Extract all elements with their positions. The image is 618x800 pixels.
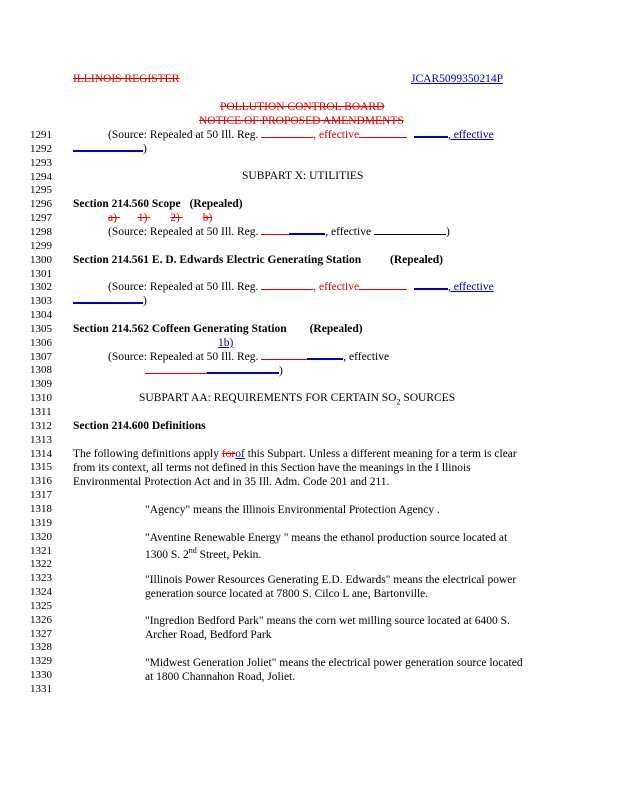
definitions-intro-line3: Environmental Protection Act and in 35 Ill. Adm. Code 201 and 211. bbox=[73, 476, 390, 488]
line-number: 1292 bbox=[30, 142, 52, 155]
section-560-items: a) 1) 2) b) bbox=[108, 212, 213, 224]
line-number: 1308 bbox=[30, 364, 52, 377]
definition-joliet-line2: at 1800 Channahon Road, Joliet. bbox=[145, 671, 296, 683]
line-number: 1321 bbox=[30, 544, 52, 557]
line-number: 1320 bbox=[30, 530, 52, 543]
line-number: 1304 bbox=[30, 309, 52, 322]
source-close-1303: ) bbox=[73, 295, 147, 307]
line-number: 1319 bbox=[30, 516, 52, 529]
line-number: 1293 bbox=[30, 156, 52, 169]
line-number: 1311 bbox=[30, 406, 52, 418]
line-number: 1307 bbox=[30, 350, 52, 363]
register-header: ILLINOIS REGISTER bbox=[73, 73, 180, 85]
line-number: 1291 bbox=[30, 129, 52, 141]
definitions-intro-line1: The following definitions apply forof this Subpart. Unless a different meaning for a term is clear bbox=[73, 448, 517, 460]
line-number: 1317 bbox=[30, 489, 52, 502]
line-number: 1302 bbox=[30, 281, 52, 294]
source-note-1307: (Source: Repealed at 50 Ill. Reg. , effective bbox=[108, 351, 390, 363]
line-number: 1294 bbox=[30, 170, 52, 183]
deleted-word: for bbox=[221, 448, 236, 460]
line-number: 1316 bbox=[30, 475, 52, 488]
section-561-title: Section 214.561 E. D. Edwards Electric Generating Station (Repealed) bbox=[73, 254, 444, 266]
source-note-1302: (Source: Repealed at 50 Ill. Reg. , effective , effective bbox=[108, 281, 494, 293]
section-560-title: Section 214.560 Scope (Repealed) bbox=[73, 198, 243, 210]
line-number: 1324 bbox=[30, 586, 52, 599]
line-number: 1305 bbox=[30, 322, 52, 335]
line-number: 1295 bbox=[30, 184, 52, 197]
section-600-title: Section 214.600 Definitions bbox=[73, 420, 206, 432]
line-number: 1327 bbox=[30, 627, 52, 640]
line-number: 1297 bbox=[30, 212, 52, 225]
inserted-word: of bbox=[235, 448, 245, 460]
line-number: 1312 bbox=[30, 419, 52, 432]
line-number: 1325 bbox=[30, 599, 52, 612]
line-number: 1323 bbox=[30, 572, 52, 585]
line-number: 1300 bbox=[30, 253, 52, 266]
line-number: 1306 bbox=[30, 336, 52, 349]
section-562-inserted: 1b) bbox=[218, 337, 234, 349]
definition-edwards-line1: "Illinois Power Resources Generating E.D. Edwards" means the electrical power bbox=[145, 574, 517, 586]
jcar-code: JCAR5099350214P bbox=[411, 73, 504, 85]
source-note-1291 bbox=[108, 129, 494, 141]
line-number: 1328 bbox=[30, 641, 52, 654]
source-close-1292: ) bbox=[73, 143, 147, 155]
line-number: 1329 bbox=[30, 655, 52, 668]
definition-aventine-line1: "Aventine Renewable Energy " means the ethanol production source located at bbox=[145, 532, 508, 544]
definition-ingredion-line1: "Ingredion Bedford Park" means the corn wet milling source located at 6400 S. bbox=[145, 615, 510, 627]
line-number: 1301 bbox=[30, 267, 52, 280]
line-number: 1303 bbox=[30, 295, 52, 308]
line-number: 1326 bbox=[30, 613, 52, 626]
section-562-title: Section 214.562 Coffeen Generating Station (Repealed) bbox=[73, 323, 363, 335]
definition-ingredion-line2: Archer Road, Bedford Park bbox=[145, 629, 272, 641]
source-close-1308: ) bbox=[145, 365, 283, 377]
line-number: 1315 bbox=[30, 461, 52, 474]
line-number: 1318 bbox=[30, 502, 52, 515]
notice-title: NOTICE OF PROPOSED AMENDMENTS bbox=[199, 115, 404, 127]
source-text: (Source: Repealed at 50 Ill. Reg. bbox=[108, 129, 259, 141]
effective-blue: , effective bbox=[447, 129, 494, 141]
definitions-intro-line2: from its context, all terms not defined in this Section have the meanings in the I llinois bbox=[73, 462, 471, 474]
effective-red: , effective bbox=[313, 129, 360, 141]
definition-agency: "Agency" means the Illinois Environmental Protection Agency . bbox=[145, 504, 440, 516]
line-number: 1310 bbox=[30, 392, 52, 405]
line-number: 1331 bbox=[30, 683, 52, 695]
definition-aventine-line2: 1300 S. 2nd Street, Pekin. bbox=[145, 546, 262, 561]
line-number: 1313 bbox=[30, 433, 52, 446]
line-number: 1296 bbox=[30, 198, 52, 211]
subpart-x-heading: SUBPART X: UTILITIES bbox=[242, 170, 364, 182]
line-number: 1298 bbox=[30, 225, 52, 238]
line-number: 1309 bbox=[30, 378, 52, 391]
line-number: 1314 bbox=[30, 447, 52, 460]
definition-joliet-line1: "Midwest Generation Joliet" means the electrical power generation source located bbox=[145, 657, 523, 669]
board-name: POLLUTION CONTROL BOARD bbox=[220, 101, 385, 113]
subpart-aa-heading: SUBPART AA: REQUIREMENTS FOR CERTAIN $SO_2$ SOURCES bbox=[139, 392, 456, 407]
line-number: 1322 bbox=[30, 558, 52, 571]
line-number: 1330 bbox=[30, 669, 52, 682]
line-number: 1299 bbox=[30, 239, 52, 252]
source-note-1298: (Source: Repealed at 50 Ill. Reg. , effective ) bbox=[108, 226, 450, 238]
definition-edwards-line2: generation source located at 7800 S. Cilco L ane, Bartonville. bbox=[145, 588, 429, 600]
